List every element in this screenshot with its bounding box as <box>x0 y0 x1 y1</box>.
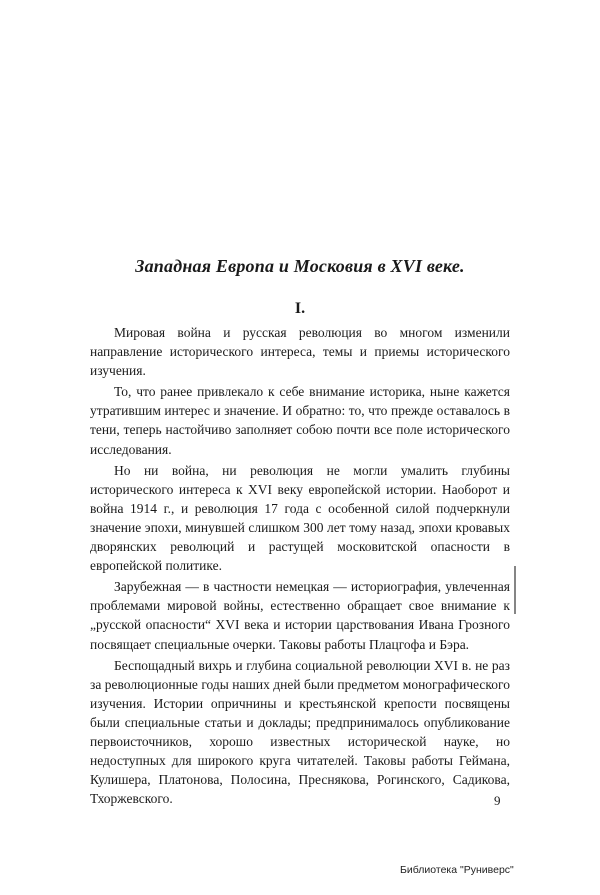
chapter-title: Западная Европа и Московия в XVI веке. <box>135 256 465 276</box>
paragraph: Беспощадный вихрь и глубина социальной революции XVI в. не раз за революционные годы наших дней были предметом монографического изучения. Истории опричнины и крестьянской крепости посвящены были специальные статьи и доклады; предпринималось опубликование первоисточников, хорошо известных исторической науке, но недоступных для широкого круга читателей. Таковы работы Геймана, Кулишера, Платонова, Полосина, Преснякова, Рогинского, Садикова, Тхоржевского. <box>90 657 510 807</box>
paragraph: Зарубежная — в частности немецкая — историография, увлеченная проблемами мировой войны, естественно обращает свое внимание к „русской опасности“ XVI века и истории царствования Ивана Грозного посвящает специальные очерки. Таковы работы Плацгофа и Бэра. <box>90 579 510 652</box>
library-watermark: Библиотека "Руниверс" <box>400 864 514 876</box>
margin-pencil-mark-icon <box>512 565 518 615</box>
paragraph: Но ни война, ни революция не могли умалить глубины исторического интереса к XVI веку европейской истории. Наоборот и война 1914 г., и революция 17 года с особенной силой подчеркнули значение эпохи, минувшей слишком 300 лет тому назад, эпохи кровавых дворянских революций и растущей московитской опасности в европейской политике. <box>90 462 510 574</box>
section-number: I. <box>294 300 306 317</box>
page-number: 9 <box>494 793 501 808</box>
paragraph: То, что ранее привлекало к себе внимание историка, ныне кажется утратившим интерес и значение. И обратно: то, что прежде оставалось в тени, теперь настойчиво заполняет собою почти все поле исторического исследования. <box>90 384 510 457</box>
paragraph: Мировая война и русская революция во многом изменили направление исторического интереса, темы и приемы исторического изучения. <box>90 325 510 379</box>
body-text <box>90 323 510 810</box>
